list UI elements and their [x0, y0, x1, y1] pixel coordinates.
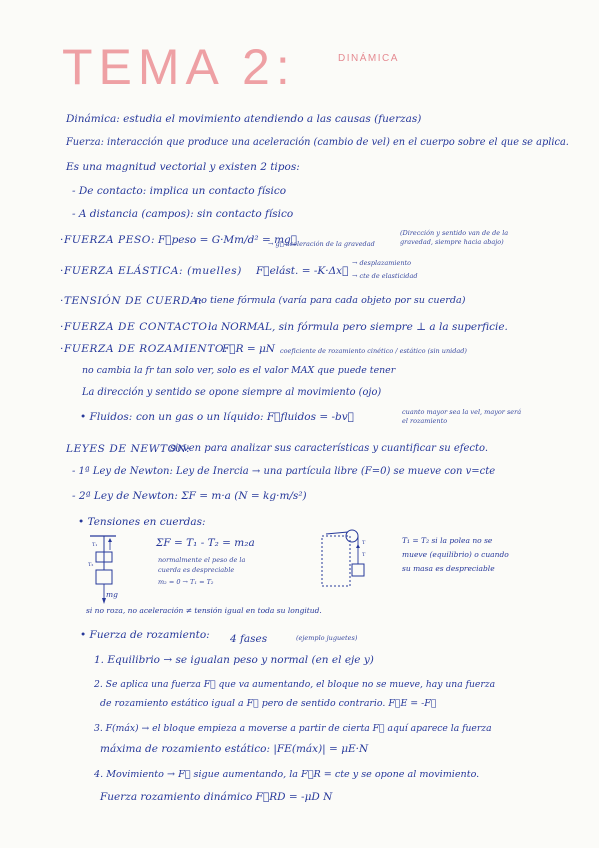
tensiones-heading: • Tensiones en cuerdas:: [78, 516, 206, 528]
fluidos-label: • Fluidos:: [80, 411, 133, 423]
force-type-distance: - A distancia (campos): sin contacto físico: [72, 208, 294, 220]
svg-text:T₁: T₁: [92, 542, 98, 548]
tension-footnote: si no roza, no aceleración ≠ tensión igual en toda su longitud.: [86, 606, 322, 615]
fluidos-note: cuanto mayor sea la vel, mayor será el rozamiento: [402, 408, 522, 425]
svg-text:T: T: [362, 540, 366, 546]
fuerza-peso-formula: F⃗peso = G·Mm/d² = mg⃗: [158, 234, 298, 246]
friction-phases: 4 fases: [230, 633, 268, 645]
fuerza-peso-aside: (Dirección y sentido van de de la gravedad, siempre hacia abajo): [400, 229, 509, 246]
tension-eq-note-2: cuerda es despreciable: [158, 566, 235, 574]
friction-phase-4b: Fuerza rozamiento dinámico F⃗RD = -μD N: [100, 791, 333, 803]
page-subtitle: DINÁMICA: [338, 53, 399, 64]
tension-cuerda-label: ·TENSIÓN DE CUERDA:: [60, 295, 203, 307]
fluidos-text: con un gas o un líquido: F⃗fluidos = -bv⃗: [136, 411, 354, 423]
page-title: TEMA 2:: [62, 39, 296, 95]
rozamiento-coef-note: coeficiente de rozamiento cinético / estático (sin unidad): [280, 347, 467, 355]
friction-phase-1: 1. Equilibrio → se igualan peso y normal (en el eje y): [94, 654, 374, 666]
mg-label: mg: [106, 590, 118, 599]
friction-phase-2a: 2. Se aplica una fuerza F⃗ que va aumentando, el bloque no se mueve, hay una fuerza: [94, 679, 496, 690]
fuerza-peso-label: ·FUERZA PESO:: [60, 234, 156, 246]
rozamiento-line-direccion: La dirección y sentido se opone siempre al movimiento (ojo): [82, 387, 382, 398]
force-type-contact: - De contacto: implica un contacto físico: [72, 185, 287, 197]
friction-phase-3b: máxima de rozamiento estático: |FE(máx)| = μE·N: [100, 743, 369, 755]
pulley-diagram: [316, 524, 386, 588]
fuerza-elastica-label: ·FUERZA ELÁSTICA: (muelles): [60, 265, 242, 277]
fuerza-definition: Fuerza: interacción que produce una aceleración (cambio de vel) en el cuerpo sobre el que se aplica.: [66, 137, 569, 148]
tension-eq-note-3: m₂ = 0 → T₁ = T₂: [158, 578, 214, 586]
pulley-text-1: T₁ = T₂ si la polea no se: [402, 536, 493, 545]
elastica-note-constante: → cte de elasticidad: [352, 272, 418, 280]
vector-statement: Es una magnitud vectorial y existen 2 tipos:: [66, 161, 300, 173]
friction-heading: • Fuerza de rozamiento:: [80, 629, 210, 641]
friction-phase-2b: de rozamiento estático igual a F⃗ pero de sentido contrario. F⃗E = -F⃗: [100, 698, 437, 709]
fuerza-contacto-text: la NORMAL, sin fórmula pero siempre ⊥ a la superficie.: [208, 321, 508, 333]
pulley-text-3: su masa es despreciable: [402, 564, 495, 573]
dinamica-definition: Dinámica: estudia el movimiento atendiendo a las causas (fuerzas): [66, 113, 422, 125]
friction-phases-note: (ejemplo juguetes): [296, 634, 358, 642]
tension-equation: ΣF = T₁ - T₂ = m₂a: [156, 537, 255, 549]
fuerza-elastica-formula: F⃗elást. = -K·Δx⃗: [256, 265, 349, 277]
fuerza-peso-note: → g⃗ aceleración de la gravedad: [268, 240, 375, 248]
tension-cuerda-text: no tiene fórmula (varía para cada objeto por su cuerda): [195, 295, 466, 306]
svg-text:T: T: [362, 552, 366, 558]
elastica-note-desplazamiento: → desplazamiento: [352, 259, 412, 267]
fuerza-rozamiento-label: ·FUERZA DE ROZAMIENTO:: [60, 343, 229, 355]
newton-law-1: - 1ª Ley de Newton: Ley de Inercia → una partícula libre (F=0) se mueve con v=cte: [72, 466, 496, 477]
pulley-text-2: mueve (equilibrio) o cuando: [402, 550, 509, 559]
svg-text:T₂: T₂: [88, 562, 94, 568]
newton-law-2: - 2ª Ley de Newton: ΣF = m·a (N = kg·m/s²): [72, 490, 307, 502]
tension-eq-note-1: normalmente el peso de la: [158, 556, 246, 564]
newton-heading-text: sirven para analizar sus características y cuantificar su efecto.: [170, 443, 489, 454]
friction-phase-3a: 3. F(máx) → el bloque empieza a moverse a partir de cierta F⃗ aquí aparece la fuerza: [94, 723, 492, 734]
friction-phase-4a: 4. Movimiento → F⃗ sigue aumentando, la F⃗R = cte y se opone al movimiento.: [94, 769, 480, 780]
fuerza-rozamiento-formula: F⃗R = μN: [222, 343, 275, 355]
newton-heading: LEYES DE NEWTON:: [66, 443, 191, 455]
rozamiento-line-max: no cambia la fr tan solo ver, solo es el valor MAX que puede tener: [82, 365, 396, 376]
fuerza-contacto-label: ·FUERZA DE CONTACTO:: [60, 321, 212, 333]
